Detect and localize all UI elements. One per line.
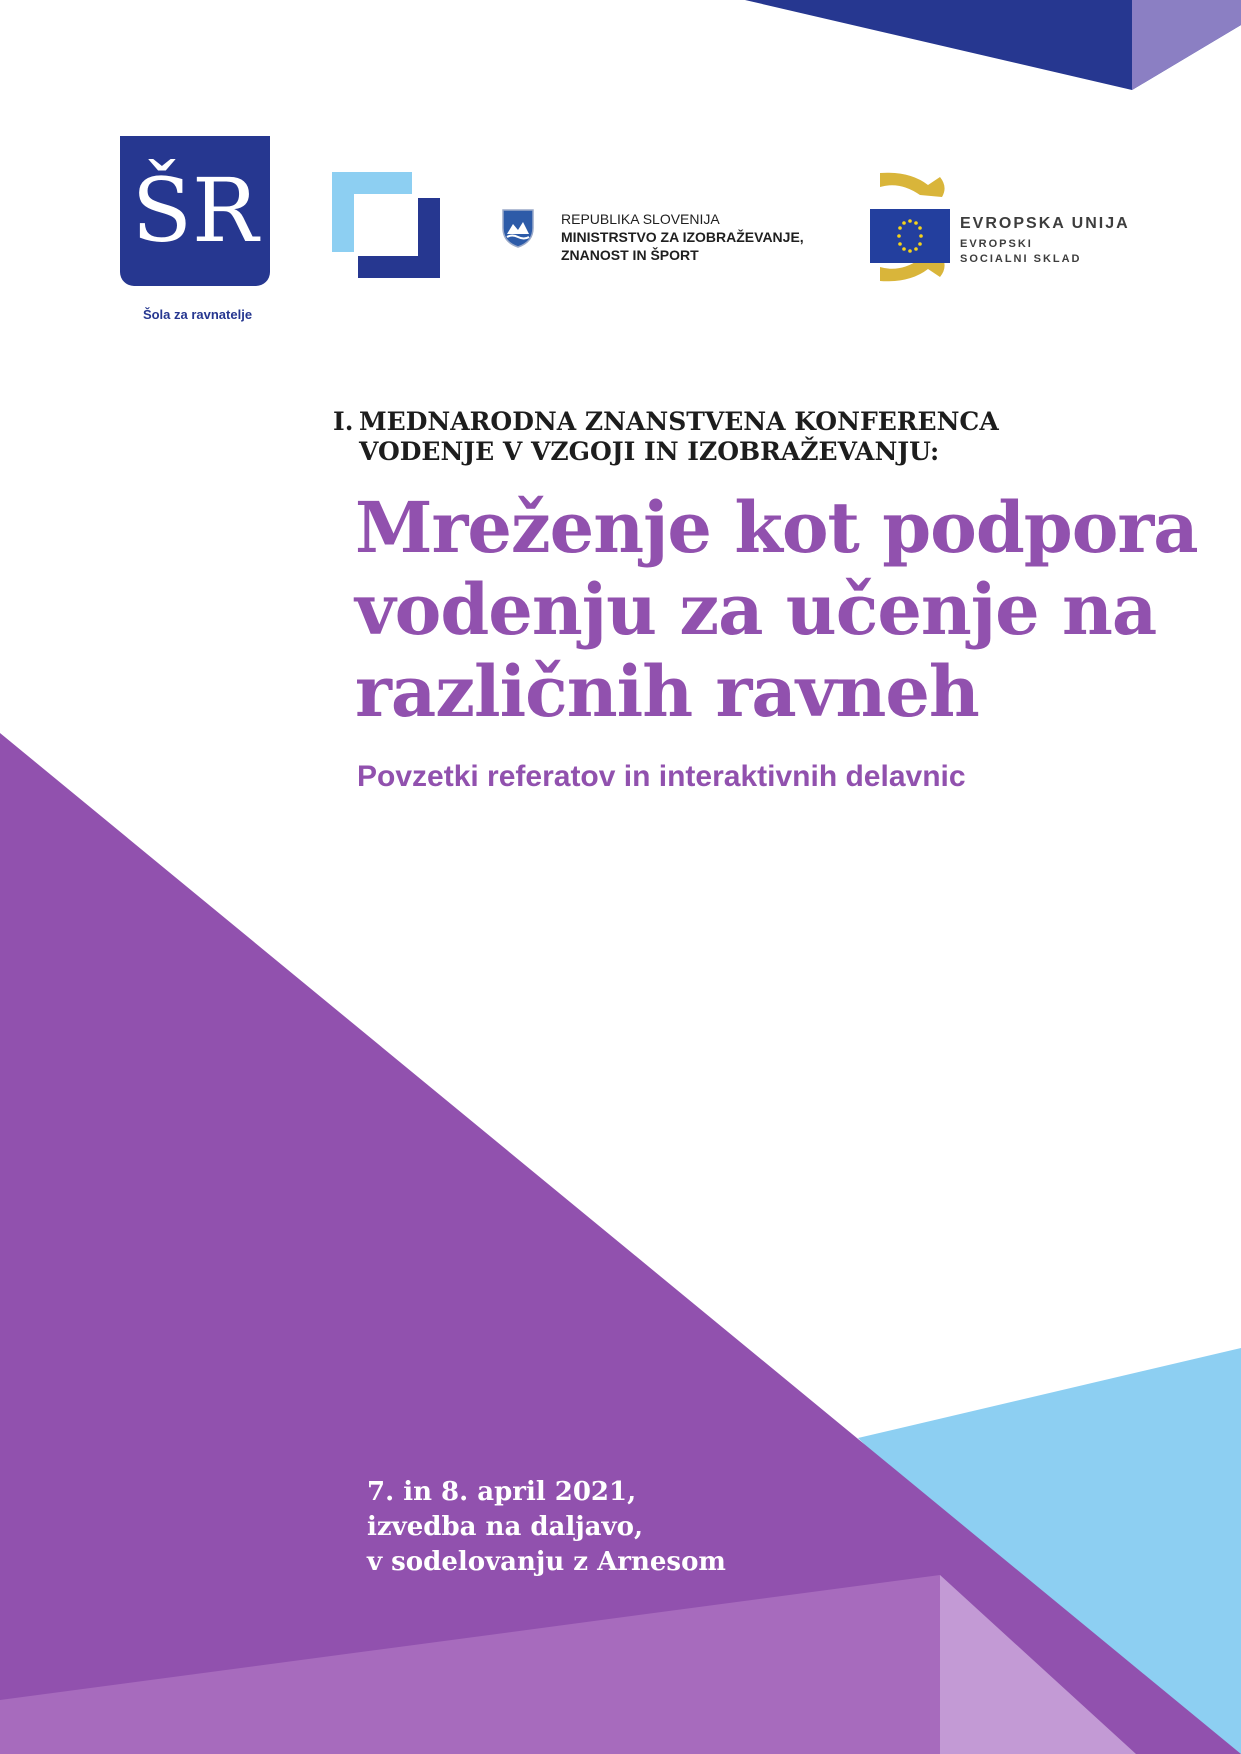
eu-flag-icon <box>870 171 950 283</box>
sr-logo-caption: Šola za ravnatelje <box>142 307 253 322</box>
purple-triangle <box>0 733 1241 1754</box>
conference-line-2: VODENJE V VZGOJI IN IZOBRAŽEVANJU: <box>359 437 940 466</box>
sr-monogram: ŠR <box>131 159 259 262</box>
sola-za-ravnatelje-logo <box>120 136 270 286</box>
eu-line-1: EVROPSKA UNIJA <box>960 215 1130 232</box>
conference-line-1: MEDNARODNA ZNANSTVENA KONFERENCA <box>359 407 999 436</box>
event-details <box>367 1475 726 1580</box>
top-lavender-corner <box>1132 0 1241 90</box>
eu-line-3: SOCIALNI SKLAD <box>960 253 1082 265</box>
title-line-3: različnih ravneh <box>355 650 979 733</box>
ministry-name <box>561 210 804 264</box>
ministry-line-2: ZNANOST IN ŠPORT <box>561 247 699 263</box>
slovenia-coat-of-arms-icon <box>501 208 535 248</box>
conference-number: I. <box>333 407 354 436</box>
title-line-1: Mreženje kot podpora <box>355 486 1198 569</box>
title-line-2: vodenju za učenje na <box>355 568 1157 651</box>
republika-line: REPUBLIKA SLOVENIJA <box>561 211 720 227</box>
eu-text <box>960 215 1130 267</box>
ministry-line: MINISTRSTVO ZA IZOBRAŽEVANJE, <box>561 229 804 245</box>
conference-heading <box>333 407 999 467</box>
eu-line-2: EVROPSKI <box>960 238 1033 250</box>
main-title <box>355 487 1225 733</box>
subtitle: Povzetki referatov in interaktivnih delavnic <box>357 760 966 793</box>
square-frame-logo-icon <box>332 172 440 278</box>
event-mode: izvedba na daljavo, <box>367 1512 644 1542</box>
event-partner: v sodelovanju z Arnesom <box>367 1547 726 1577</box>
event-date: 7. in 8. april 2021, <box>367 1477 637 1507</box>
